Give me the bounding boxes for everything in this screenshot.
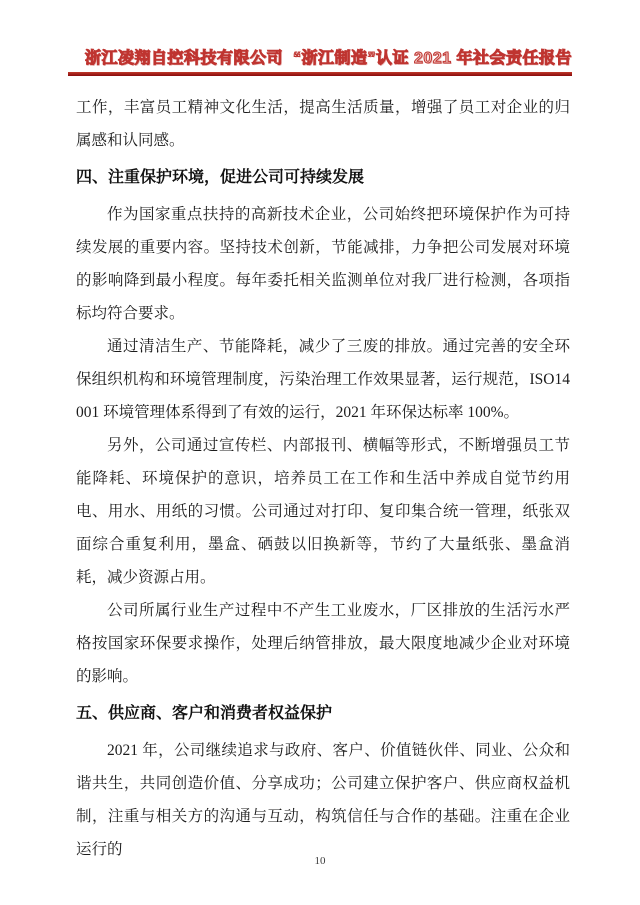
section5-heading: 五、供应商、客户和消费者权益保护: [76, 705, 333, 722]
company-name-text: 浙江凌翔自控科技有限公司: [85, 50, 284, 67]
content-area: [76, 91, 570, 866]
paragraph-continuation: 工作，丰富员工精神文化生活，提高生活质量，增强了员工对企业的归属感和认同感。: [76, 99, 570, 149]
header-divider-rule: [68, 72, 572, 76]
section4-paragraph-1: 作为国家重点扶持的高新技术企业，公司始终把环境保护作为可持续发展的重要内容。坚持技术创新，节能减排，力争把公司发展对环境的影响降到最小程度。每年委托相关监测单位对我厂进行检测，各项指标均符合要求。: [76, 206, 570, 322]
report-title-text: “浙江制造”认证 2021 年社会责任报告: [293, 50, 572, 67]
header-title-row: [68, 45, 572, 68]
page-number: 10: [314, 855, 326, 867]
section4-paragraph-3: 另外，公司通过宣传栏、内部报刊、横幅等形式，不断增强员工节能降耗、环境保护的意识，培养员工在工作和生活中养成自觉节约用电、用水、用纸的习惯。公司通过对打印、复印集合统一管理，纸张双面综合重复利用，墨盒、硒鼓以旧换新等，节约了大量纸张、墨盒消耗，减少资源占用。: [76, 437, 570, 586]
section4-paragraph-2: 通过清洁生产、节能降耗，减少了三废的排放。通过完善的安全环保组织机构和环境管理制度，污染治理工作效果显著，运行规范，ISO14001 环境管理体系得到了有效的运行，2021 年环保达标率 100%。: [76, 338, 570, 421]
section4-heading: 四、注重保护环境，促进公司可持续发展: [76, 169, 365, 186]
page-header: [68, 45, 572, 76]
section5-paragraph-1: 2021 年，公司继续追求与政府、客户、价值链伙伴、同业、公众和谐共生，共同创造价值、分享成功；公司建立保护客户、供应商权益机制，注重与相关方的沟通与互动，构筑信任与合作的基础。注重在企业运行的: [76, 742, 570, 858]
section4-paragraph-4: 公司所属行业生产过程中不产生工业废水，厂区排放的生活污水严格按国家环保要求操作，处理后纳管排放，最大限度地减少企业对环境的影响。: [76, 602, 570, 685]
